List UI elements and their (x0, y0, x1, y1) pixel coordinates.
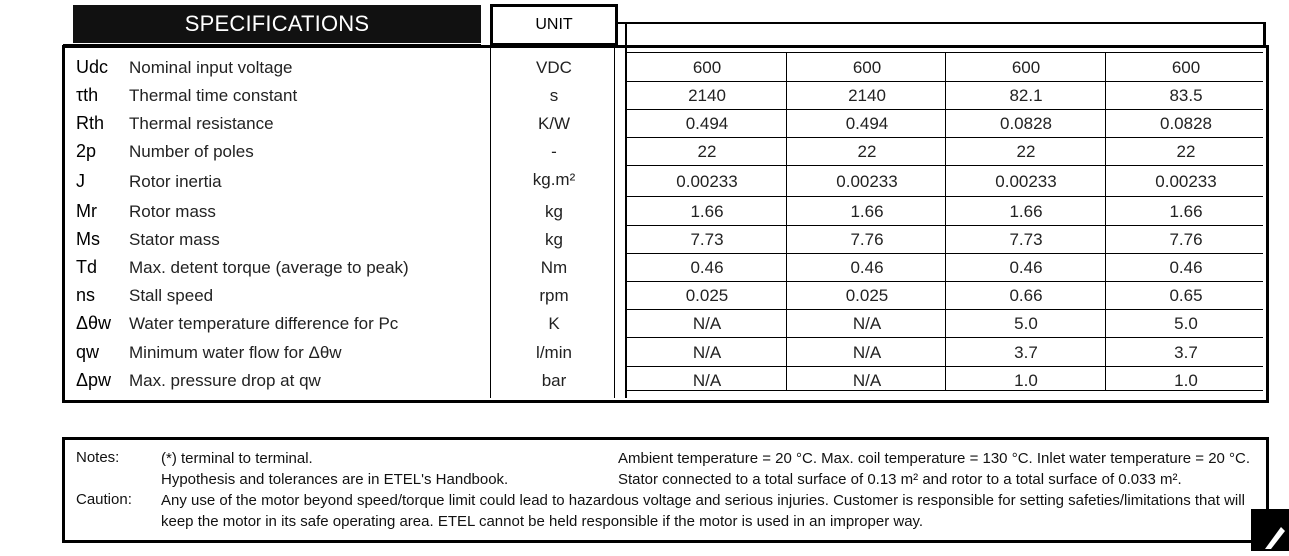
row-value: 22 (1176, 142, 1196, 161)
row-value: N/A (692, 343, 722, 362)
row-description: Minimum water flow for Δθw (129, 343, 342, 362)
row-description: Max. detent torque (average to peak) (129, 258, 409, 277)
row-value: 0.46 (1009, 258, 1043, 277)
unit-column-left-border (490, 45, 491, 398)
row-value: 0.46 (1169, 258, 1203, 277)
row-value: 0.494 (685, 114, 729, 133)
row-value: N/A (692, 371, 722, 390)
row-value: 3.7 (1174, 343, 1198, 362)
unit-column-right-border (614, 45, 615, 398)
note-ambient: Ambient temperature = 20 °C. Max. coil temperature = 130 °C. Inlet water temperature = 20 °C. (618, 450, 1251, 467)
row-value: 2140 (848, 86, 886, 105)
row-description: Thermal time constant (129, 86, 298, 105)
row-description: Number of poles (129, 142, 254, 161)
row-value: 22 (697, 142, 717, 161)
row-unit: kg (545, 202, 563, 221)
row-description: Max. pressure drop at qw (129, 371, 321, 390)
caution-line-2: keep the motor in its safe operating area. ETEL cannot be held responsible if the motor is used in an improper way. (161, 513, 924, 530)
row-unit: kg (545, 230, 563, 249)
row-value: 7.76 (1169, 230, 1203, 249)
row-value: 2140 (688, 86, 726, 105)
row-symbol: Mr (76, 201, 97, 221)
caution-line-1: Any use of the motor beyond speed/torque limit could lead to hazardous voltage and serious injuries. Customer is responsible for setting safeties/limitations that will (161, 492, 1245, 509)
row-symbol: Udc (76, 57, 109, 77)
row-line (626, 253, 1263, 254)
row-line (626, 81, 1263, 82)
note-hypothesis: Hypothesis and tolerances are in ETEL's Handbook. (161, 471, 509, 488)
row-value: 600 (1011, 58, 1041, 77)
row-unit: bar (541, 371, 567, 390)
row-value: 1.66 (1009, 202, 1043, 221)
row-value: N/A (852, 343, 882, 362)
row-symbol: Δpw (76, 370, 112, 390)
row-symbol: Ms (76, 229, 100, 249)
row-value: 1.66 (690, 202, 724, 221)
note-terminal: (*) terminal to terminal. (161, 450, 313, 467)
row-description: Stall speed (129, 286, 214, 305)
note-stator: Stator connected to a total surface of 0.13 m² and rotor to a total surface of 0.033 m². (618, 471, 1182, 488)
unit-header: UNIT (490, 4, 618, 46)
row-value: 7.73 (690, 230, 724, 249)
row-value: 0.494 (845, 114, 889, 133)
row-value: 0.66 (1009, 286, 1043, 305)
row-symbol: Δθw (76, 313, 112, 333)
values-top-rule (616, 22, 1266, 24)
row-unit: VDC (536, 58, 572, 77)
row-value: 600 (692, 58, 722, 77)
row-value: 22 (857, 142, 877, 161)
row-description: Thermal resistance (129, 114, 274, 133)
row-value: 0.00233 (676, 172, 738, 191)
row-description: Rotor inertia (129, 172, 222, 191)
row-symbol: ns (76, 285, 96, 305)
row-unit: l/min (536, 343, 572, 362)
row-value: 0.00233 (995, 172, 1057, 191)
row-description: Rotor mass (129, 202, 216, 221)
row-value: 1.66 (850, 202, 884, 221)
row-symbol: τth (76, 85, 99, 105)
row-line (626, 165, 1263, 166)
row-unit: kg.m² (532, 170, 576, 189)
row-value: 1.66 (1169, 202, 1203, 221)
row-value: 0.025 (845, 286, 889, 305)
row-unit: - (551, 142, 557, 161)
row-value: 5.0 (1174, 314, 1198, 333)
specifications-header: SPECIFICATIONS (73, 5, 481, 43)
row-line (626, 196, 1263, 197)
row-symbol: Rth (76, 113, 105, 133)
row-value: 22 (1016, 142, 1036, 161)
row-value: 82.1 (1009, 86, 1043, 105)
row-value: 0.00233 (1155, 172, 1217, 191)
row-unit: K/W (537, 114, 571, 133)
caution-label: Caution: (76, 491, 132, 508)
row-unit: rpm (539, 286, 569, 305)
row-unit: Nm (540, 258, 568, 277)
notes-label: Notes: (76, 449, 120, 466)
row-value: 600 (852, 58, 882, 77)
row-value: 0.0828 (1160, 114, 1212, 133)
row-symbol: Td (76, 257, 98, 277)
row-value: N/A (852, 314, 882, 333)
row-description: Nominal input voltage (129, 58, 293, 77)
row-unit: K (548, 314, 560, 333)
row-line (626, 309, 1263, 310)
row-value: 0.00233 (836, 172, 898, 191)
row-value: 1.0 (1174, 371, 1198, 390)
row-line (626, 137, 1263, 138)
row-line (626, 337, 1263, 338)
row-description: Water temperature difference for Pc (129, 314, 399, 333)
row-symbol: 2p (76, 141, 97, 161)
row-value: N/A (692, 314, 722, 333)
row-line (626, 225, 1263, 226)
row-line (626, 366, 1263, 367)
row-value: 3.7 (1014, 343, 1038, 362)
row-value: 5.0 (1014, 314, 1038, 333)
corner-logo-icon (1251, 509, 1289, 551)
row-value: 0.46 (850, 258, 884, 277)
row-value: 7.73 (1009, 230, 1043, 249)
row-value: 0.65 (1169, 286, 1203, 305)
row-value: 600 (1171, 58, 1201, 77)
row-value: 7.76 (850, 230, 884, 249)
row-symbol: qw (76, 342, 100, 362)
row-symbol: J (76, 171, 85, 191)
row-value: N/A (852, 371, 882, 390)
row-line (626, 109, 1263, 110)
row-value: 0.0828 (1000, 114, 1052, 133)
row-description: Stator mass (129, 230, 220, 249)
row-value: 1.0 (1014, 371, 1038, 390)
row-value: 0.025 (685, 286, 729, 305)
row-unit: s (549, 86, 559, 105)
row-value: 83.5 (1169, 86, 1203, 105)
row-line (626, 281, 1263, 282)
row-value: 0.46 (690, 258, 724, 277)
